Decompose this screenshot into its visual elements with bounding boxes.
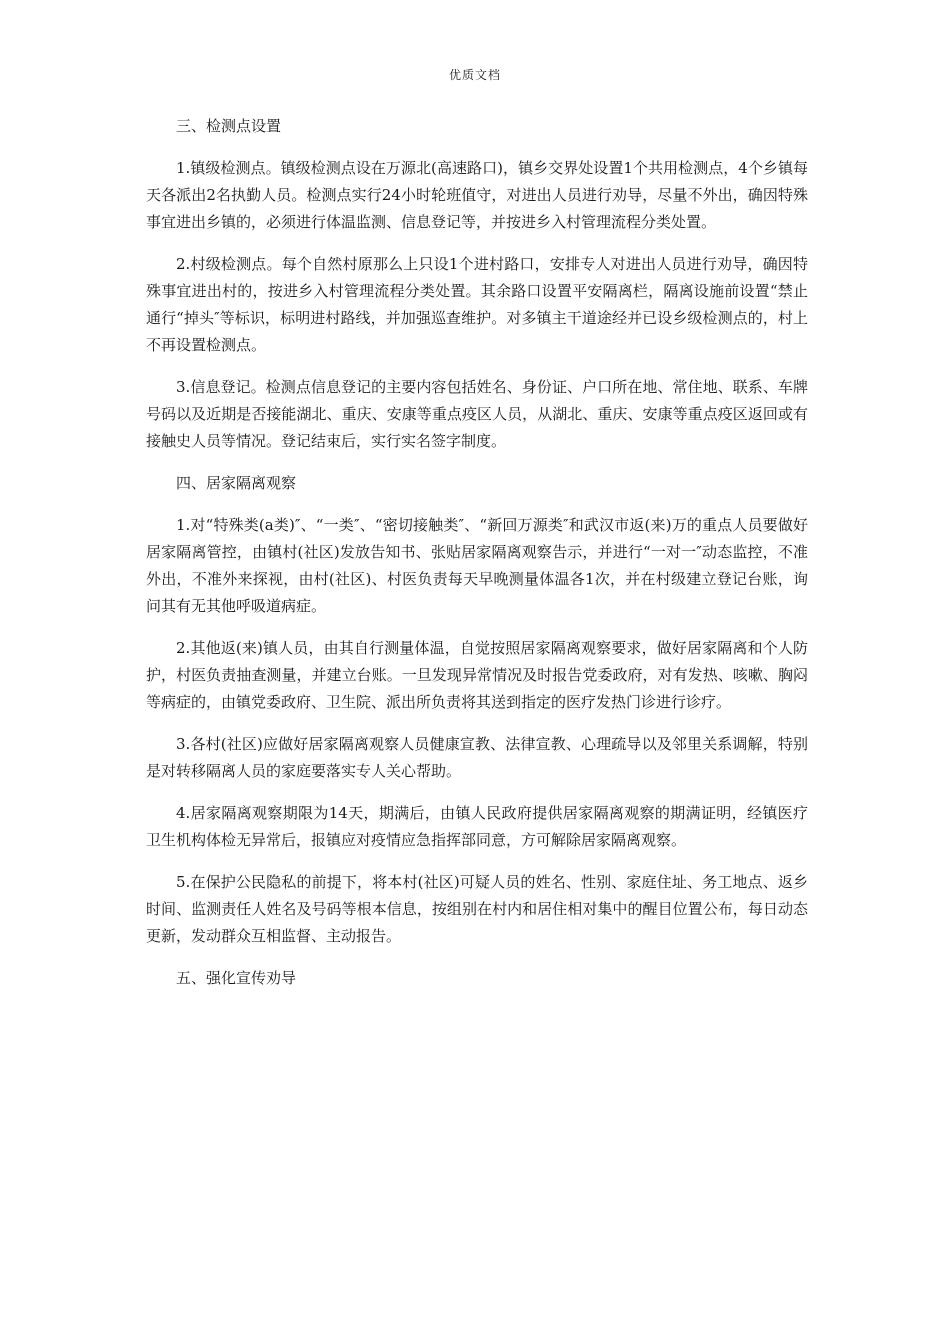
- page-header: 优质文档: [448, 68, 501, 82]
- section-heading: 四、居家隔离观察: [176, 474, 297, 492]
- paragraph: 1.对“特殊类(a类)″、“一类″、“密切接触类″、“新回万源类″和武汉市返(来)万的重点人员要做好居家隔离管控，由镇村(社区)发放告知书、张贴居家隔离观察告示，并进行“一对一″动态监控，不准外出，不准外来探视，由村(社区)、村医负责每天早晚测量体温各1次，并在村级建立登记台账，询问其有无其他呼吸道病症。: [146, 516, 808, 615]
- paragraph: 4.居家隔离观察期限为14天，期满后，由镇人民政府提供居家隔离观察的期满证明，经镇医疗卫生机构体检无异常后，报镇应对疫情应急指挥部同意，方可解除居家隔离观察。: [146, 804, 808, 849]
- paragraph: 2.村级检测点。每个自然村原那么上只设1个进村路口，安排专人对进出人员进行劝导，确因特殊事宜进出村的，按进乡入村管理流程分类处置。其余路口设置平安隔离栏，隔离设施前设置“禁止通行“掉头″等标识，标明进村路线，并加强巡查维护。对多镇主干道途经并已设乡级检测点的，村上不再设置检测点。: [146, 255, 808, 354]
- paragraph: 1.镇级检测点。镇级检测点设在万源北(高速路口)，镇乡交界处设置1个共用检测点，4个乡镇每天各派出2名执勤人员。检测点实行24小时轮班值守，对进出人员进行劝导，尽量不外出，确因特殊事宜进出乡镇的，必须进行体温监测、信息登记等，并按进乡入村管理流程分类处置。: [146, 159, 808, 231]
- section-heading: 五、强化宣传劝导: [176, 969, 297, 987]
- document-body: [146, 113, 808, 1007]
- section-heading: 三、检测点设置: [176, 117, 282, 135]
- paragraph: 5.在保护公民隐私的前提下，将本村(社区)可疑人员的姓名、性别、家庭住址、务工地点、返乡时间、监测责任人姓名及号码等根本信息，按组别在村内和居住相对集中的醒目位置公布，每日动态更新，发动群众互相监督、主动报告。: [146, 873, 808, 945]
- paragraph: 3.信息登记。检测点信息登记的主要内容包括姓名、身份证、户口所在地、常住地、联系、车牌号码以及近期是否接能湖北、重庆、安康等重点疫区人员，从湖北、重庆、安康等重点疫区返回或有接触史人员等情况。登记结束后，实行实名签字制度。: [146, 378, 808, 450]
- paragraph: 2.其他返(来)镇人员，由其自行测量体温，自觉按照居家隔离观察要求，做好居家隔离和个人防护，村医负责抽查测量，并建立台账。一旦发现异常情况及时报告党委政府，对有发热、咳嗽、胸闷等病症的，由镇党委政府、卫生院、派出所负责将其送到指定的医疗发热门诊进行诊疗。: [146, 639, 808, 711]
- paragraph: 3.各村(社区)应做好居家隔离观察人员健康宣教、法律宣教、心理疏导以及邻里关系调解，特别是对转移隔离人员的家庭要落实专人关心帮助。: [146, 735, 808, 780]
